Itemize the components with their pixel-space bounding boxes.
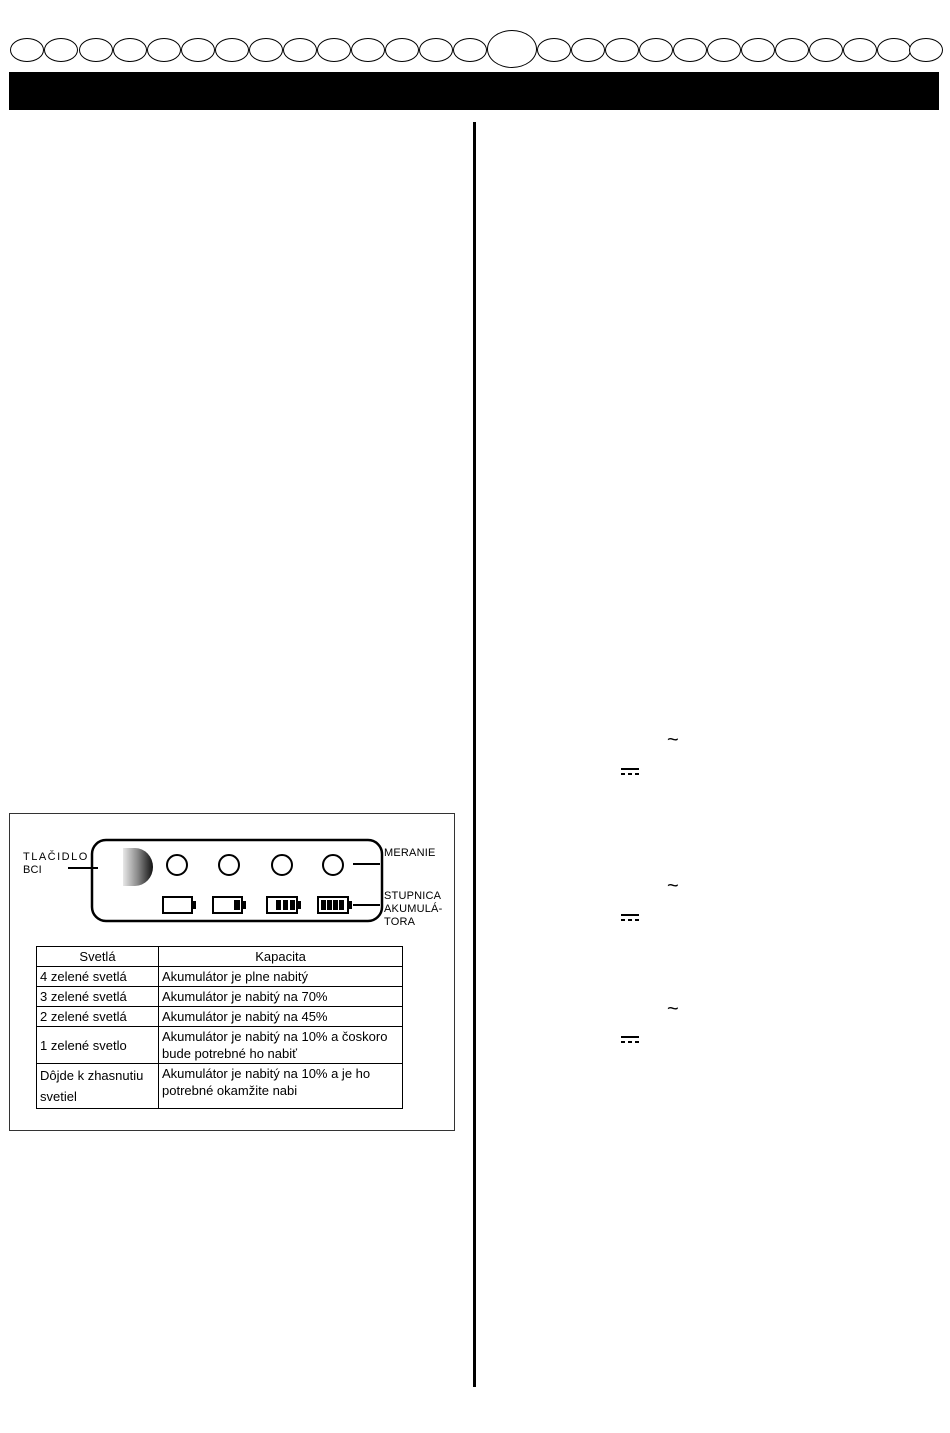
language-oval [843, 38, 877, 62]
language-oval [249, 38, 283, 62]
cell-lights: 4 zelené svetlá [37, 967, 159, 987]
language-oval [909, 38, 943, 62]
language-oval [673, 38, 707, 62]
led-2-icon [219, 855, 239, 875]
battery-one-bar-icon [213, 897, 246, 913]
table-row [37, 987, 403, 1007]
language-oval-row [0, 0, 950, 70]
led-4-icon [323, 855, 343, 875]
ac-symbol-icon: ~ [667, 729, 679, 751]
language-oval [113, 38, 147, 62]
column-divider [473, 122, 476, 1387]
cell-capacity: Akumulátor je plne nabitý [159, 967, 403, 987]
cell-lights: 2 zelené svetlá [37, 1007, 159, 1027]
table-row [37, 1007, 403, 1027]
table-row [37, 1027, 403, 1064]
language-oval [317, 38, 351, 62]
cell-capacity: Akumulátor je nabitý na 45% [159, 1007, 403, 1027]
cell-capacity: Akumulátor je nabitý na 10% a čoskoro bude potrebné ho nabiť [159, 1027, 403, 1064]
table-row [37, 1064, 403, 1109]
language-oval [537, 38, 571, 62]
language-oval [419, 38, 453, 62]
language-oval [809, 38, 843, 62]
button-label-line1: TLAČIDLO [23, 851, 89, 863]
language-oval [147, 38, 181, 62]
scale-label-line3: TORA [384, 916, 416, 928]
language-oval [707, 38, 741, 62]
table-row [37, 967, 403, 987]
dc-symbol-icon [621, 1036, 639, 1044]
cell-capacity: Akumulátor je nabitý na 70% [159, 987, 403, 1007]
column-header-capacity: Kapacita [159, 947, 403, 967]
cell-lights: Dôjde k zhasnutiu svetiel [37, 1064, 159, 1109]
language-oval [877, 38, 911, 62]
scale-label-line2: AKUMULÁ- [384, 903, 443, 915]
language-oval [571, 38, 605, 62]
table-header-row [37, 947, 403, 967]
language-oval [605, 38, 639, 62]
dc-symbol-icon [621, 914, 639, 922]
measure-label: MERANIE [384, 847, 436, 859]
cell-capacity: Akumulátor je nabitý na 10% a je ho potrebné okamžite nabi [159, 1064, 403, 1109]
language-oval [79, 38, 113, 62]
ac-symbol-icon: ~ [667, 998, 679, 1020]
language-oval [351, 38, 385, 62]
language-oval-active [487, 30, 537, 68]
language-oval [775, 38, 809, 62]
led-3-icon [272, 855, 292, 875]
battery-empty-icon [163, 897, 196, 913]
language-oval [10, 38, 44, 62]
battery-three-bars-icon [267, 897, 301, 913]
led-1-icon [167, 855, 187, 875]
language-oval [385, 38, 419, 62]
language-oval [741, 38, 775, 62]
dc-symbol-icon [621, 768, 639, 776]
language-oval [181, 38, 215, 62]
column-header-lights: Svetlá [37, 947, 159, 967]
language-oval [283, 38, 317, 62]
ac-symbol-icon: ~ [667, 875, 679, 897]
language-oval [453, 38, 487, 62]
scale-label-line1: STUPNICA [384, 890, 442, 902]
language-oval [44, 38, 78, 62]
battery-full-icon [318, 897, 352, 913]
language-oval [215, 38, 249, 62]
button-label-line2: BCI [23, 864, 42, 876]
cell-lights: 3 zelené svetlá [37, 987, 159, 1007]
capacity-table [36, 946, 403, 1109]
language-oval [639, 38, 673, 62]
cell-lights: 1 zelené svetlo [37, 1027, 159, 1064]
title-bar [9, 72, 939, 110]
